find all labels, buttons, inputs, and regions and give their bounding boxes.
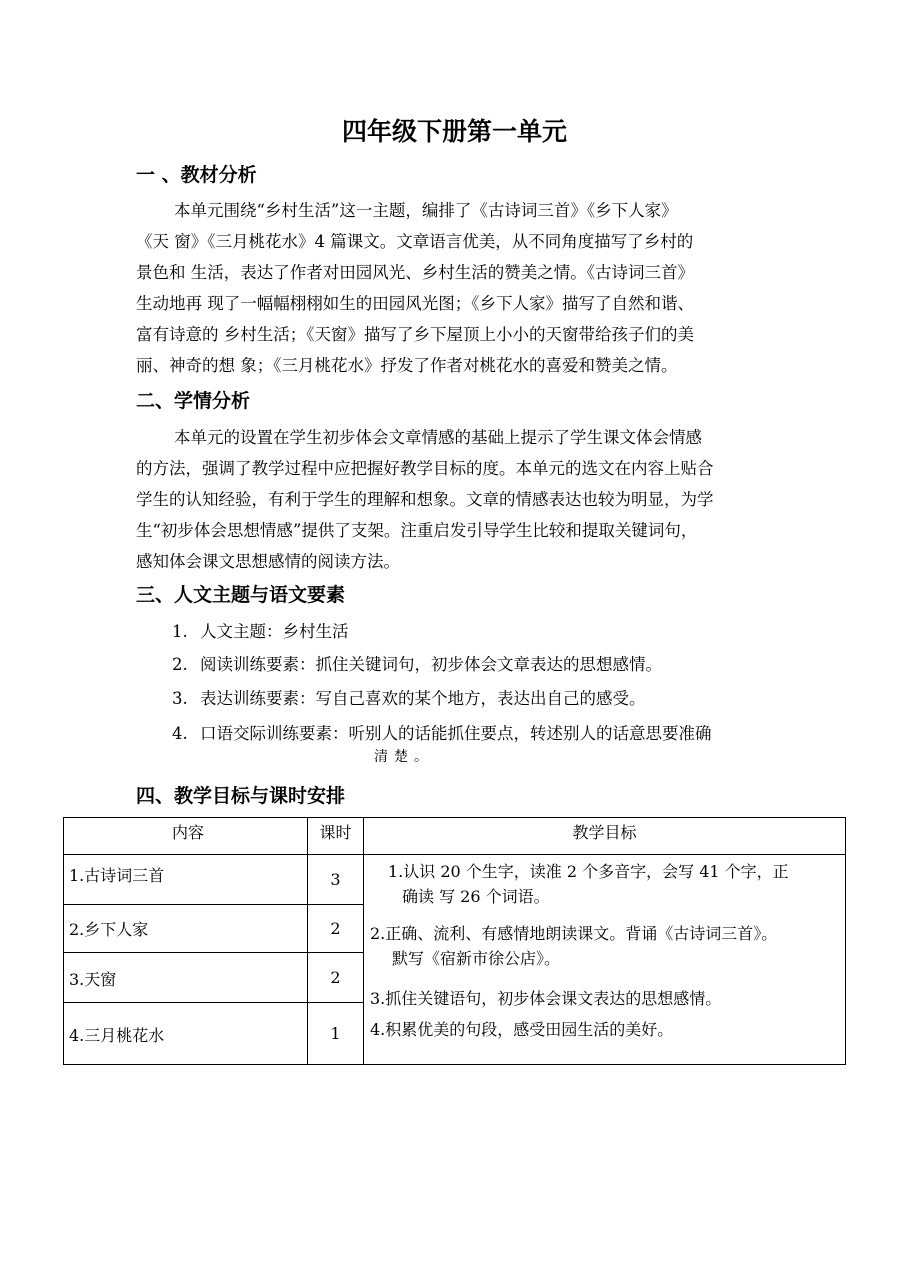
goal-line: 4.积累优美的句段，感受田园生活的美好。 xyxy=(370,1020,674,1039)
cell-hours: 2 xyxy=(308,905,364,953)
section-heading-goals-schedule: 四、教学目标与课时安排 xyxy=(136,785,346,807)
textbook-analysis-paragraph xyxy=(136,195,776,381)
goal-line: 2.正确、流利、有感情地朗读课文。背诵《古诗词三首》。 xyxy=(370,924,778,943)
list-number: 4. xyxy=(172,724,188,743)
learning-analysis-paragraph xyxy=(136,422,776,577)
goals-schedule-table xyxy=(63,817,846,1065)
list-item xyxy=(172,720,712,744)
section-heading-themes-elements: 三、人文主题与语文要素 xyxy=(136,584,346,606)
cell-hours: 2 xyxy=(308,953,364,1003)
list-text: 人文主题：乡村生活 xyxy=(200,622,349,641)
section-heading-learning-analysis: 二、学情分析 xyxy=(136,390,251,412)
header-goals: 教学目标 xyxy=(364,818,846,855)
goal-item xyxy=(370,986,837,1011)
list-item xyxy=(172,685,646,709)
list-text: 表达训练要素：写自己喜欢的某个地方，表达出自己的感受。 xyxy=(200,689,646,708)
paragraph-line: 《天 窗》《三月桃花水》4 篇课文。文章语言优美，从不同角度描写了乡村的 xyxy=(136,232,694,251)
paragraph-line: 丽、神奇的想 象；《三月桃花水》抒发了作者对桃花水的喜爱和赞美之情。 xyxy=(136,356,678,375)
goal-line: 1.认识 20 个生字，读准 2 个多音字，会写 41 个字，正 xyxy=(388,862,789,881)
section-heading-textbook-analysis: 一 、教材分析 xyxy=(136,164,257,186)
paragraph-line: 生“初步体会思想情感”提供了支架。注重启发引导学生比较和提取关键词句， xyxy=(136,521,698,540)
paragraph-line: 本单元的设置在学生初步体会文章情感的基础上提示了学生课文体会情感 xyxy=(174,428,702,447)
list-number: 1. xyxy=(172,622,188,641)
cell-content: 4.三月桃花水 xyxy=(64,1003,308,1065)
goal-item xyxy=(370,1017,837,1042)
list-number: 2. xyxy=(172,655,188,674)
list-text: 口语交际训练要素：听别人的话能抓住要点，转述别人的话意思要准确 xyxy=(200,724,712,743)
paragraph-line: 生动地再 现了一幅幅栩栩如生的田园风光图；《乡下人家》描写了自然和谐、 xyxy=(136,294,694,313)
paragraph-line: 富有诗意的 乡村生活；《天窗》描写了乡下屋顶上小小的天窗带给孩子们的美 xyxy=(136,325,694,344)
goal-item xyxy=(370,921,837,971)
list-item xyxy=(172,618,349,642)
cell-goals xyxy=(364,855,846,1065)
cell-content: 3.天窗 xyxy=(64,953,308,1003)
cell-hours: 1 xyxy=(308,1003,364,1065)
cell-content: 2.乡下人家 xyxy=(64,905,308,953)
table-header-row xyxy=(64,818,846,855)
cell-hours: 3 xyxy=(308,855,364,905)
goal-line: 3.抓住关键语句，初步体会课文表达的思想感情。 xyxy=(370,989,722,1008)
list-text: 阅读训练要素：抓住关键词句，初步体会文章表达的思想感情。 xyxy=(200,655,662,674)
header-hours: 课时 xyxy=(308,818,364,855)
paragraph-line: 景色和 生活，表达了作者对田园风光、乡村生活的赞美之情。《古诗词三首》 xyxy=(136,263,694,282)
paragraph-line: 学生的认知经验，有利于学生的理解和想象。文章的情感表达也较为明显，为学 xyxy=(136,490,714,509)
list-number: 3. xyxy=(172,689,188,708)
table-row xyxy=(64,855,846,905)
paragraph-line: 的方法，强调了教学过程中应把握好教学目标的度。本单元的选文在内容上贴合 xyxy=(136,459,714,478)
header-content: 内容 xyxy=(64,818,308,855)
paragraph-line: 感知体会课文思想感情的阅读方法。 xyxy=(136,552,400,571)
document-title: 四年级下册第一单元 xyxy=(341,117,567,146)
goal-item xyxy=(388,859,837,909)
paragraph-line: 本单元围绕“乡村生活”这一主题，编排了《古诗词三首》《乡下人家》 xyxy=(174,201,678,220)
list-item xyxy=(172,651,662,675)
cell-content: 1.古诗词三首 xyxy=(64,855,308,905)
goal-line: 默写《宿新市徐公店》。 xyxy=(392,949,561,968)
list-item-continuation: 清楚。 xyxy=(374,749,434,765)
goal-line: 确读 写 26 个词语。 xyxy=(402,887,550,906)
